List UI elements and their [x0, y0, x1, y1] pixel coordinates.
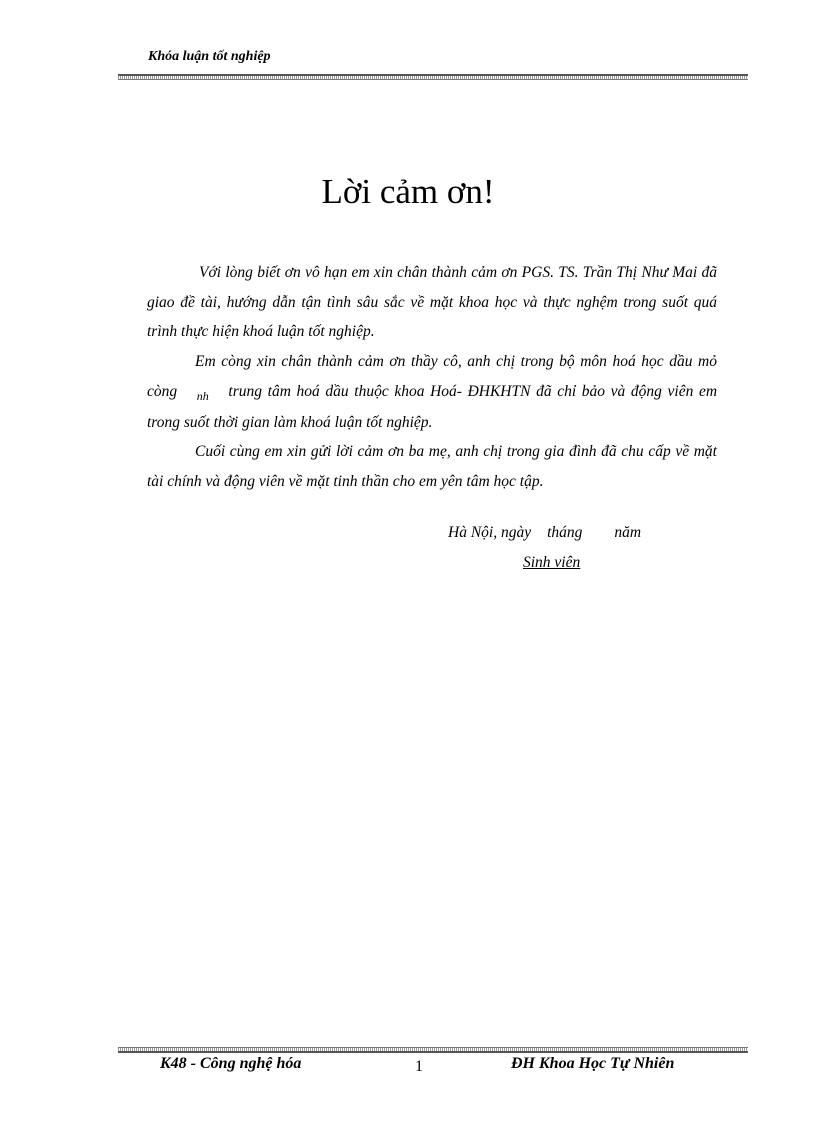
paragraph-1: Với lòng biết ơn vô hạn em xin chân thành cảm ơn PGS. TS. Trần Thị Như Mai đã giao đề tài, hướng dẫn tận tình sâu sắc về mặt khoa học và thực nghệm trong suốt quá trình thực hiện khoá luận tốt nghiệp. — [147, 264, 717, 341]
paragraph-2-end: trung tâm hoá dầu thuộc khoa Hoá- ĐHKHTN đã chỉ bảo và động viên em trong suốt thời gian làm khoá luận tốt nghiệp. — [147, 382, 718, 431]
paragraph-2-fragment: nh — [196, 388, 209, 403]
paragraph-3: Cuối cùng em xin gửi lời cảm ơn ba mẹ, anh chị trong gia đình đã chu cấp về mặt tài chính và động viên về mặt tinh thần cho em yên tâm học tập. — [147, 443, 717, 490]
signature-place-date — [448, 524, 641, 542]
page-title: Lời cảm ơn! — [321, 172, 495, 211]
month-label: tháng — [547, 524, 583, 541]
footer-university: ĐH Khoa Học Tự Nhiên — [511, 1055, 675, 1072]
footer-course: K48 - Công nghệ hóa — [160, 1055, 302, 1072]
signature-role: Sinh viên — [523, 554, 581, 571]
paragraph-2 — [147, 347, 717, 437]
header-rule — [118, 74, 748, 80]
place-date-label: Hà Nội, ngày — [448, 524, 532, 541]
running-header-title: Khóa luận tốt nghiệp — [148, 49, 271, 64]
paragraph-2-start: Em còng xin chân thành cảm ơn thầy cô, anh chị trong bộ môn hoá học dầu mỏ còng — [147, 353, 717, 400]
year-label: năm — [614, 524, 642, 541]
acknowledgement-body — [147, 258, 717, 497]
page-number: 1 — [415, 1058, 423, 1075]
footer-rule — [118, 1047, 748, 1053]
